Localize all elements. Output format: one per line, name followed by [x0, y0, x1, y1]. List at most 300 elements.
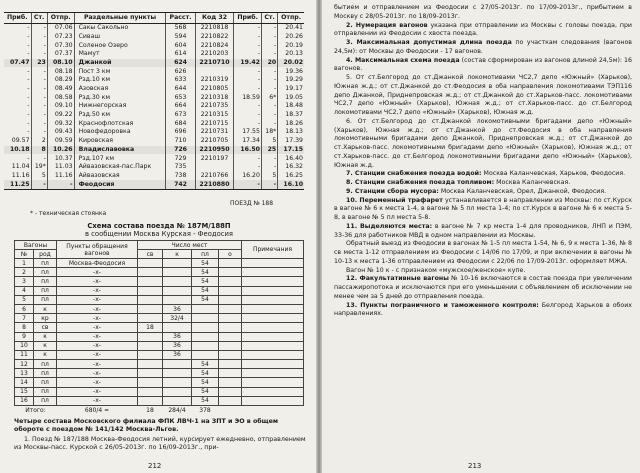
- timetable-cell: -: [234, 41, 262, 50]
- notes-paragraph: 10. Переменный трафарет устанавливается в направлении из Москвы: по ст.Курск в вагоне № 6 к места 1-4, в вагоне № 5 пл места 1-4; по ст.Курск в вагоне № 6 к места 5-8, в вагоне № 5 пл места 5-8.: [334, 196, 632, 221]
- composition-cell: к: [34, 332, 57, 341]
- composition-row: [15, 369, 304, 378]
- notes-paragraph: Обратный выезд из Феодосии в вагонах № 1-5 пл места 1-54, № 6, 9 к места 1-36, № 8 св места 1-12 отправлением из Феодосии с 14/06 по 17/09, и при включении в вагоны № 10-13 к места 1-36 отправлением из Феодосии с 22/06 по 17/09-2013г. оформляет МЖА.: [334, 240, 632, 265]
- composition-cell: -х-: [57, 295, 138, 304]
- composition-row: [15, 323, 304, 332]
- composition-row: [15, 314, 304, 323]
- timetable-cell: 19.17: [278, 85, 304, 94]
- timetable-cell: 20.13: [278, 50, 304, 59]
- timetable-cell: Мамут: [74, 50, 166, 59]
- timetable-cell: 16.20: [234, 172, 262, 181]
- composition-cell: 7: [15, 314, 34, 323]
- timetable-cell: -: [31, 67, 47, 76]
- composition-cell: 18: [138, 323, 163, 332]
- timetable-cell: 11.16: [11, 171, 30, 179]
- timetable-cell: 2210705: [195, 137, 234, 146]
- timetable-cell: 2210731: [195, 128, 234, 137]
- composition-cell: [219, 378, 242, 387]
- composition-row: [15, 259, 304, 268]
- timetable-cell: 08.58: [47, 94, 74, 103]
- timetable-cell: 09.57: [11, 137, 30, 145]
- col-points: Пункты обращения вагонов: [57, 241, 138, 259]
- notes-paragraph: 6. От ст.Белгород до ст.Джанкой локомотивными бригадами депо «Южный» (Харьков), Южная ж.д.; от ст.Джанкой до ст.Феодосия в оба направления локомотивными бригадами депо Джанкой, Приднепровская ж.д.; от ст.Джанкой до ст.Харьков-пасс. локомотивными бригадами депо «Южный» (Харьков), Южная ж.д.; от ст.Харьков-пасс. до ст.Белгород локомотивными бригадами депо «Южный» (Харьков), Южная ж.д.: [334, 117, 632, 169]
- composition-cell: [163, 378, 192, 387]
- timetable-cell: -: [234, 180, 262, 189]
- left-para-1: Четыре состава Московского филиала ФПК ЛВЧ-1 на ЗПТ и ЭО в общем обороте с поездом № 141/142 Москва-Льгов.: [14, 418, 279, 434]
- timetable-cell: [195, 67, 234, 76]
- timetable-row: [4, 154, 304, 163]
- timetable-cell: Кировская: [74, 137, 166, 146]
- timetable-cell: 735: [166, 163, 195, 172]
- col-o: о: [219, 250, 242, 259]
- timetable-cell: -: [31, 94, 47, 103]
- timetable-cell: Пост 3 км: [74, 67, 166, 76]
- composition-cell: [192, 314, 219, 323]
- timetable-cell: Айвазовская-пас.Парк: [74, 163, 166, 172]
- timetable-row: [4, 76, 304, 85]
- timetable-cell: 2: [31, 137, 47, 146]
- composition-cell: [242, 341, 304, 350]
- composition-cell: [219, 286, 242, 295]
- composition-cell: [219, 360, 242, 369]
- timetable-cell: 684: [166, 120, 195, 129]
- timetable-cell: 710: [166, 137, 195, 146]
- timetable-cell: Новофедоровка: [74, 128, 166, 137]
- timetable-cell: 09.10: [47, 102, 74, 111]
- timetable-cell: -: [27, 67, 30, 75]
- timetable-cell: 11.03: [47, 163, 74, 172]
- timetable-cell: 07.37: [47, 50, 74, 59]
- timetable-cell: 19*: [31, 163, 47, 172]
- composition-cell: [138, 286, 163, 295]
- composition-cell: [138, 350, 163, 359]
- composition-cell: [192, 350, 219, 359]
- timetable-cell: -: [261, 67, 277, 76]
- timetable-header-cell: Отпр.: [278, 13, 304, 24]
- composition-total-cell: 284/4: [168, 406, 186, 414]
- col-k: к: [163, 250, 192, 259]
- composition-cell: [242, 286, 304, 295]
- timetable-cell: -: [27, 85, 30, 93]
- timetable-cell: -: [234, 102, 262, 111]
- timetable-row: [4, 172, 304, 181]
- composition-cell: [138, 387, 163, 396]
- col-cars: Вагоны: [15, 241, 57, 250]
- composition-row: [15, 304, 304, 313]
- composition-cell: 10: [15, 341, 34, 350]
- timetable-cell: 5: [261, 172, 277, 181]
- composition-cell: 54: [192, 268, 219, 277]
- timetable-cell: Феодосия: [74, 180, 166, 189]
- composition-cell: -х-: [57, 323, 138, 332]
- composition-cell: 3: [15, 277, 34, 286]
- composition-cell: 54: [192, 378, 219, 387]
- composition-cell: [138, 277, 163, 286]
- timetable-header-cell: Отпр.: [47, 13, 74, 24]
- composition-cell: пл: [34, 360, 57, 369]
- composition-cell: [163, 387, 192, 396]
- timetable-cell: -: [27, 119, 30, 127]
- composition-cell: [219, 268, 242, 277]
- notes-paragraph: 2. Нумерация вагонов указана при отправлении из Москвы с головы поезда, при отправлении из Феодосии с хвоста поезда.: [334, 21, 632, 38]
- timetable-cell: -: [261, 24, 277, 33]
- composition-cell: 1: [15, 259, 34, 268]
- composition-cell: -х-: [57, 341, 138, 350]
- timetable-cell: 17.55: [234, 128, 262, 137]
- composition-cell: [219, 295, 242, 304]
- page-number-right: 213: [468, 462, 482, 470]
- timetable-cell: 08.10: [47, 59, 74, 68]
- composition-cell: пл: [34, 387, 57, 396]
- composition-cell: [242, 387, 304, 396]
- composition-row: [15, 295, 304, 304]
- composition-cell: 13: [15, 369, 34, 378]
- composition-cell: 9: [15, 332, 34, 341]
- timetable-cell: 11.04: [11, 163, 30, 171]
- col-sv: св: [138, 250, 163, 259]
- timetable-cell: Соленое Озеро: [74, 41, 166, 50]
- composition-cell: [219, 323, 242, 332]
- timetable-cell: -: [261, 180, 277, 189]
- composition-table: [14, 240, 304, 414]
- composition-cell: [242, 314, 304, 323]
- composition-cell: 15: [15, 387, 34, 396]
- timetable-cell: -: [47, 180, 74, 189]
- book-gutter: [316, 0, 322, 473]
- composition-cell: [163, 323, 192, 332]
- timetable-cell: -: [234, 154, 262, 163]
- composition-cell: 14: [15, 378, 34, 387]
- timetable-cell: -: [27, 93, 30, 101]
- composition-cell: [219, 369, 242, 378]
- timetable-cell: 11.25: [4, 180, 31, 189]
- timetable-cell: 16.25: [278, 172, 304, 181]
- footnote: * - техническая стоянка: [30, 210, 107, 217]
- composition-total-cell: 378: [199, 406, 211, 414]
- composition-cell: [163, 286, 192, 295]
- composition-cell: [219, 387, 242, 396]
- timetable-row: [4, 128, 304, 137]
- timetable-cell: 19.36: [278, 67, 304, 76]
- composition-cell: 36: [163, 350, 192, 359]
- timetable-cell: 2210880: [195, 180, 234, 189]
- timetable-cell: 742: [166, 180, 195, 189]
- composition-cell: 36: [163, 341, 192, 350]
- composition-cell: -х-: [57, 304, 138, 313]
- timetable-cell: 17.34: [234, 137, 262, 146]
- timetable-cell: [195, 163, 234, 172]
- timetable-header-cell: Приб.: [4, 13, 31, 24]
- timetable-cell: 2210710: [195, 59, 234, 68]
- timetable-cell: 2210715: [195, 120, 234, 129]
- composition-cell: 5: [15, 295, 34, 304]
- notes-paragraph: 8. Станции снабжения поезда топливом: Москва Каланчевская.: [346, 179, 571, 186]
- composition-cell: [138, 259, 163, 268]
- composition-row: [15, 350, 304, 359]
- composition-cell: 54: [192, 286, 219, 295]
- composition-cell: [219, 277, 242, 286]
- composition-cell: пл: [34, 277, 57, 286]
- composition-cell: 4: [15, 286, 34, 295]
- timetable-cell: -: [234, 76, 262, 85]
- timetable-row: [4, 163, 304, 172]
- timetable-cell: 2210203: [195, 50, 234, 59]
- timetable-cell: -: [261, 163, 277, 172]
- timetable-cell: 16.32: [278, 163, 304, 172]
- timetable-cell: 07.23: [47, 33, 74, 42]
- composition-cell: [163, 295, 192, 304]
- timetable-cell: 08.18: [47, 67, 74, 76]
- timetable-cell: 2210315: [195, 111, 234, 120]
- composition-cell: [138, 314, 163, 323]
- composition-cell: пл: [34, 268, 57, 277]
- timetable-cell: 18.48: [278, 102, 304, 111]
- composition-total-cell: [219, 406, 242, 415]
- col-notes: Примечания: [242, 241, 304, 259]
- composition-cell: 36: [163, 304, 192, 313]
- composition-row: [15, 332, 304, 341]
- composition-cell: [138, 304, 163, 313]
- composition-cell: св: [34, 323, 57, 332]
- composition-cell: [138, 378, 163, 387]
- composition-cell: [242, 304, 304, 313]
- timetable-cell: -: [27, 111, 30, 119]
- timetable-cell: -: [234, 67, 262, 76]
- composition-row: [15, 360, 304, 369]
- composition-cell: [192, 332, 219, 341]
- timetable-cell: -: [27, 32, 30, 40]
- timetable-cell: 07.30: [47, 41, 74, 50]
- timetable-row: [4, 111, 304, 120]
- timetable-row: [4, 33, 304, 42]
- notes-paragraph: Вагон № 10 к - с признаком «мужское/женское» купе.: [346, 266, 526, 274]
- timetable-row: [4, 137, 304, 146]
- timetable-cell: 2210805: [195, 85, 234, 94]
- timetable-cell: -: [31, 111, 47, 120]
- timetable-cell: -: [261, 50, 277, 59]
- col-pl: пл: [192, 250, 219, 259]
- composition-cell: -х-: [57, 286, 138, 295]
- timetable-cell: -: [261, 111, 277, 120]
- timetable-cell: 18*: [261, 128, 277, 137]
- timetable-cell: 18.26: [278, 120, 304, 129]
- composition-cell: 11: [15, 350, 34, 359]
- timetable-header-cell: Ст.: [261, 13, 277, 24]
- composition-cell: -х-: [57, 378, 138, 387]
- timetable-cell: Рзд.107 км: [74, 154, 166, 163]
- timetable-cell: 25: [261, 146, 277, 155]
- composition-total-row: [15, 406, 304, 415]
- timetable-cell: 09.59: [47, 137, 74, 146]
- right-page: [320, 0, 640, 473]
- timetable-cell: 16.50: [234, 146, 262, 155]
- timetable-row: [4, 50, 304, 59]
- timetable-cell: 09.43: [47, 128, 74, 137]
- timetable-cell: -: [31, 180, 47, 189]
- composition-cell: [138, 332, 163, 341]
- timetable: [4, 12, 304, 190]
- composition-cell: Москва-Феодосия: [57, 259, 138, 268]
- composition-cell: 54: [192, 277, 219, 286]
- col-kind: род: [34, 250, 57, 259]
- timetable-cell: 18.37: [278, 111, 304, 120]
- train-label: ПОЕЗД № 188: [230, 200, 274, 207]
- timetable-cell: 11.16: [47, 172, 74, 181]
- timetable-cell: 624: [166, 59, 195, 68]
- timetable-cell: -: [31, 120, 47, 129]
- timetable-cell: 633: [166, 76, 195, 85]
- left-para-2: 1. Поезд № 187/188 Москва-Феодосия летний, курсирует ежедневно, отправлением из Москвы-пасс. Курской с 26/05-2013г. по 16/09-2013г., при-: [14, 436, 306, 452]
- composition-row: [15, 268, 304, 277]
- col-num: №: [15, 250, 34, 259]
- timetable-cell: -: [31, 33, 47, 42]
- timetable-header-cell: Расст.: [166, 13, 195, 24]
- timetable-cell: 568: [166, 24, 195, 33]
- timetable-cell: 2210950: [195, 146, 234, 155]
- composition-cell: 54: [192, 360, 219, 369]
- timetable-cell: -: [234, 111, 262, 120]
- timetable-cell: -: [27, 41, 30, 49]
- timetable-cell: 726: [166, 146, 195, 155]
- timetable-cell: 653: [166, 94, 195, 103]
- timetable-cell: 644: [166, 85, 195, 94]
- timetable-cell: Рзд.30 км: [74, 94, 166, 103]
- composition-cell: 54: [192, 259, 219, 268]
- timetable-row: [4, 85, 304, 94]
- timetable-cell: -: [31, 41, 47, 50]
- composition-cell: [242, 295, 304, 304]
- composition-cell: [138, 396, 163, 405]
- timetable-cell: 5: [261, 137, 277, 146]
- timetable-cell: -: [261, 76, 277, 85]
- composition-cell: [242, 323, 304, 332]
- timetable-cell: -: [261, 102, 277, 111]
- composition-total-cell: 18: [146, 406, 154, 414]
- timetable-cell: 696: [166, 128, 195, 137]
- composition-cell: пл: [34, 259, 57, 268]
- timetable-cell: -: [234, 120, 262, 129]
- timetable-cell: 729: [166, 154, 195, 163]
- timetable-cell: 5: [31, 172, 47, 181]
- timetable-cell: 673: [166, 111, 195, 120]
- timetable-cell: Нижнегорская: [74, 102, 166, 111]
- timetable-cell: Сакы Сакольно: [74, 24, 166, 33]
- timetable-cell: -: [261, 41, 277, 50]
- composition-cell: 54: [192, 396, 219, 405]
- composition-cell: [138, 341, 163, 350]
- timetable-row: [4, 24, 304, 33]
- timetable-cell: -: [31, 50, 47, 59]
- timetable-cell: 614: [166, 50, 195, 59]
- composition-cell: пл: [34, 378, 57, 387]
- timetable-header-cell: Приб.: [234, 13, 262, 24]
- timetable-cell: 2210197: [195, 154, 234, 163]
- timetable-cell: 19.05: [278, 94, 304, 103]
- composition-cell: [163, 259, 192, 268]
- col-seats: Число мест: [138, 241, 242, 250]
- timetable-cell: Сиваш: [74, 33, 166, 42]
- timetable-cell: 19.42: [234, 59, 262, 68]
- composition-row: [15, 286, 304, 295]
- composition-total-cell: [242, 406, 304, 415]
- timetable-cell: -: [31, 85, 47, 94]
- notes-text: [334, 4, 632, 319]
- timetable-cell: -: [31, 24, 47, 33]
- composition-cell: [242, 268, 304, 277]
- timetable-cell: -: [27, 128, 30, 136]
- composition-cell: [219, 341, 242, 350]
- timetable-row: [4, 94, 304, 103]
- composition-total-cell: 680/4 =: [84, 406, 110, 414]
- composition-cell: 54: [192, 295, 219, 304]
- timetable-cell: 17.15: [278, 146, 304, 155]
- composition-row: [15, 341, 304, 350]
- composition-cell: пл: [34, 295, 57, 304]
- composition-cell: [242, 378, 304, 387]
- composition-row: [15, 387, 304, 396]
- timetable-cell: 18.59: [234, 94, 262, 103]
- composition-subtitle: в сообщении Москва Курская - Феодосия: [85, 230, 233, 238]
- composition-cell: -х-: [57, 332, 138, 341]
- notes-paragraph: бытием и отправлением из Феодосии с 27/05-2013г. по 17/09-2013г., прибытием в Москву с 28/05-2013г. по 18/09-2013г.: [334, 4, 632, 20]
- timetable-cell: Айвазовская: [74, 172, 166, 181]
- composition-cell: кр: [34, 314, 57, 323]
- composition-cell: [219, 259, 242, 268]
- composition-cell: [163, 369, 192, 378]
- composition-cell: [219, 314, 242, 323]
- timetable-cell: -: [27, 76, 30, 84]
- timetable-cell: 18.13: [278, 128, 304, 137]
- notes-paragraph: 7. Станции снабжения поезда водой: Москва Каланчевская, Харьков, Феодосия.: [346, 170, 626, 178]
- composition-cell: [138, 360, 163, 369]
- timetable-cell: 08.49: [47, 85, 74, 94]
- timetable-cell: 2210318: [195, 94, 234, 103]
- timetable-cell: -: [27, 24, 30, 32]
- composition-cell: -х-: [57, 360, 138, 369]
- composition-cell: [163, 396, 192, 405]
- composition-cell: 54: [192, 387, 219, 396]
- timetable-cell: 10.18: [9, 145, 30, 153]
- timetable-cell: 16.10: [278, 180, 304, 189]
- timetable-header-cell: Раздельные пункты: [74, 13, 166, 24]
- composition-cell: [192, 304, 219, 313]
- timetable-cell: -: [234, 50, 262, 59]
- composition-cell: 36: [163, 332, 192, 341]
- timetable-cell: 08.29: [47, 76, 74, 85]
- notes-paragraph: 12. Факультативные вагоны № 10-16 включаются в состав поезда при увеличении пассажиропотока и исключаются при его уменьшении с объявлением об исключении не менее чем за 5 дней до отправления поезда.: [334, 275, 632, 300]
- composition-cell: [242, 396, 304, 405]
- timetable-cell: -: [27, 102, 30, 110]
- timetable-cell: 16.40: [278, 154, 304, 163]
- composition-cell: пл: [34, 369, 57, 378]
- composition-cell: 32/4: [163, 314, 192, 323]
- timetable-row: [4, 67, 304, 76]
- composition-cell: [163, 277, 192, 286]
- timetable-row: [4, 180, 304, 189]
- timetable-cell: 6*: [261, 94, 277, 103]
- timetable-row: [4, 59, 304, 68]
- timetable-cell: 07.47: [9, 58, 30, 66]
- timetable-cell: Азовская: [74, 85, 166, 94]
- timetable-cell: Рзд.10 км: [74, 76, 166, 85]
- timetable-cell: 2210766: [195, 172, 234, 181]
- composition-cell: [242, 369, 304, 378]
- composition-cell: [242, 259, 304, 268]
- timetable-cell: -: [31, 154, 47, 163]
- composition-cell: -х-: [57, 369, 138, 378]
- composition-cell: к: [34, 341, 57, 350]
- composition-cell: -х-: [57, 268, 138, 277]
